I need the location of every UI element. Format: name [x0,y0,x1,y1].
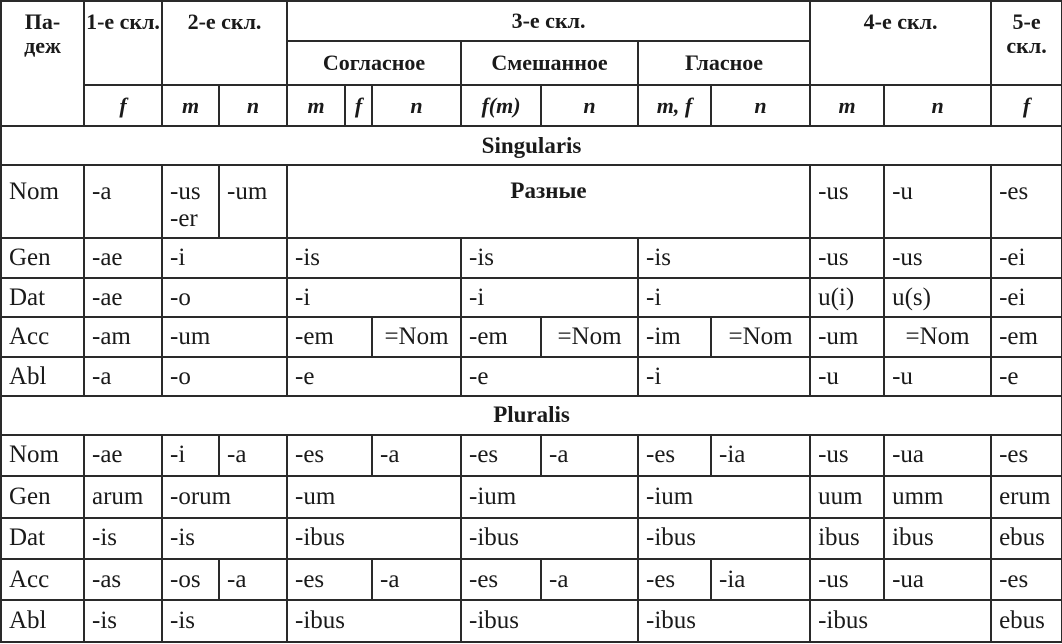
ending-cell: -es [991,435,1062,476]
ending-cell: -es [638,435,711,476]
ending-cell: -ua [884,435,991,476]
case-label: Acc [1,559,84,600]
case-label: Dat [1,278,84,317]
ending-cell: -es [991,165,1062,238]
ending-cell: -ae [84,238,162,278]
ending-cell: -ibus [287,518,461,559]
ending-cell: -am [84,317,162,356]
ending-cell: =Nom [711,317,810,356]
ending-cell: -ibus [810,600,991,642]
gender-cell: n [711,85,810,126]
ending-cell: -a [84,357,162,396]
case-label: Nom [1,165,84,238]
ending-cell: -is [162,600,287,642]
ending-cell: -orum [162,476,287,517]
ending-cell: -is [638,238,810,278]
ending-cell: uum [810,476,884,517]
ending-cell: -us [810,435,884,476]
ending-cell: -is [287,238,461,278]
gender-cell: n [541,85,638,126]
ending-cell: -ibus [638,518,810,559]
ending-cell: u(i) [810,278,884,317]
ending-cell: -a [84,165,162,238]
ending-cell: -i [287,278,461,317]
ending-cell: -u [884,357,991,396]
ending-cell: -um [219,165,287,238]
ending-cell: -o [162,278,287,317]
ending-cell: -ia [711,559,810,600]
ending-cell: -um [287,476,461,517]
decl3-mixed-header: Смешанное [461,41,638,84]
section-pluralis: Pluralis [1,396,1062,434]
ending-cell: -a [219,559,287,600]
ending-cell: -ium [461,476,638,517]
ending-cell: -us [810,165,884,238]
ending-cell: -i [162,435,219,476]
ending-cell: -i [162,238,287,278]
ending-cell: -um [810,317,884,356]
decl3-vowel-header: Гласное [638,41,810,84]
ending-cell: -i [638,278,810,317]
case-header-line1: Па- [24,9,61,34]
ending-cell: -es [287,435,372,476]
ending-cell: -o [162,357,287,396]
ending-cell: -a [372,559,461,600]
ending-cell: -os [162,559,219,600]
ending-cell: ebus [991,518,1062,559]
case-header [1,1,84,126]
ending-cell: -em [287,317,372,356]
ending-cell: -is [84,600,162,642]
ending-cell [162,165,219,238]
ending-line: -us [170,177,201,205]
gender-cell: n [372,85,461,126]
ending-cell: arum [84,476,162,517]
ending-cell: -u [810,357,884,396]
ending-cell: -ibus [638,600,810,642]
gender-cell: m [162,85,219,126]
ending-cell: -is [84,518,162,559]
ending-cell: -us [884,238,991,278]
decl3-consonant-header: Согласное [287,41,461,84]
ending-cell: -es [461,435,541,476]
ending-cell: -us [810,559,884,600]
ending-cell: erum [991,476,1062,517]
ending-cell: =Nom [884,317,991,356]
ending-cell: -ei [991,278,1062,317]
gender-cell: f [84,85,162,126]
ending-cell: -ium [638,476,810,517]
ending-cell: -es [991,559,1062,600]
ending-cell: ibus [884,518,991,559]
ending-cell: -is [461,238,638,278]
ending-cell: -i [638,357,810,396]
various-cell: Разные [287,165,810,238]
ending-cell: ebus [991,600,1062,642]
case-label: Dat [1,518,84,559]
case-label: Abl [1,357,84,396]
ending-cell: -ae [84,278,162,317]
gender-cell: m [287,85,345,126]
case-label: Acc [1,317,84,356]
decl5-header: 5-е скл. [991,1,1062,85]
ending-cell: -as [84,559,162,600]
ending-cell: -ibus [461,600,638,642]
gender-cell: f(m) [461,85,541,126]
decl1-header: 1-е скл. [84,1,162,85]
ending-cell: -em [991,317,1062,356]
ending-cell: u(s) [884,278,991,317]
ending-cell: -es [287,559,372,600]
ending-cell: -ei [991,238,1062,278]
ending-cell: -ibus [461,518,638,559]
decl2-header: 2-е скл. [162,1,287,85]
ending-cell: -us [810,238,884,278]
ending-cell: umm [884,476,991,517]
case-label: Gen [1,476,84,517]
ending-cell: -um [162,317,287,356]
gender-cell: m, f [638,85,711,126]
ending-line: -er [170,204,198,232]
case-label: Gen [1,238,84,278]
ending-cell: -es [461,559,541,600]
ending-cell: =Nom [541,317,638,356]
ending-cell: ibus [810,518,884,559]
ending-cell: -u [884,165,991,238]
ending-cell: -ibus [287,600,461,642]
ending-cell: -e [991,357,1062,396]
ending-cell: -em [461,317,541,356]
ending-cell: -ua [884,559,991,600]
gender-cell: f [991,85,1062,126]
decl3-header: 3-е скл. [287,1,810,41]
ending-cell: -e [461,357,638,396]
ending-cell: -ia [711,435,810,476]
case-header-line2: деж [24,33,61,58]
ending-cell: -es [638,559,711,600]
case-label: Nom [1,435,84,476]
section-singularis: Singularis [1,126,1062,164]
ending-cell: -a [541,435,638,476]
ending-cell: -a [219,435,287,476]
ending-cell: -e [287,357,461,396]
decl4-header: 4-е скл. [810,1,991,85]
gender-cell: f [345,85,372,126]
ending-cell: -a [372,435,461,476]
ending-cell: -ae [84,435,162,476]
gender-cell: n [884,85,991,126]
ending-cell: =Nom [372,317,461,356]
ending-cell: -im [638,317,711,356]
gender-cell: m [810,85,884,126]
gender-cell: n [219,85,287,126]
ending-cell: -a [541,559,638,600]
case-label: Abl [1,600,84,642]
ending-cell: -is [162,518,287,559]
ending-cell: -i [461,278,638,317]
